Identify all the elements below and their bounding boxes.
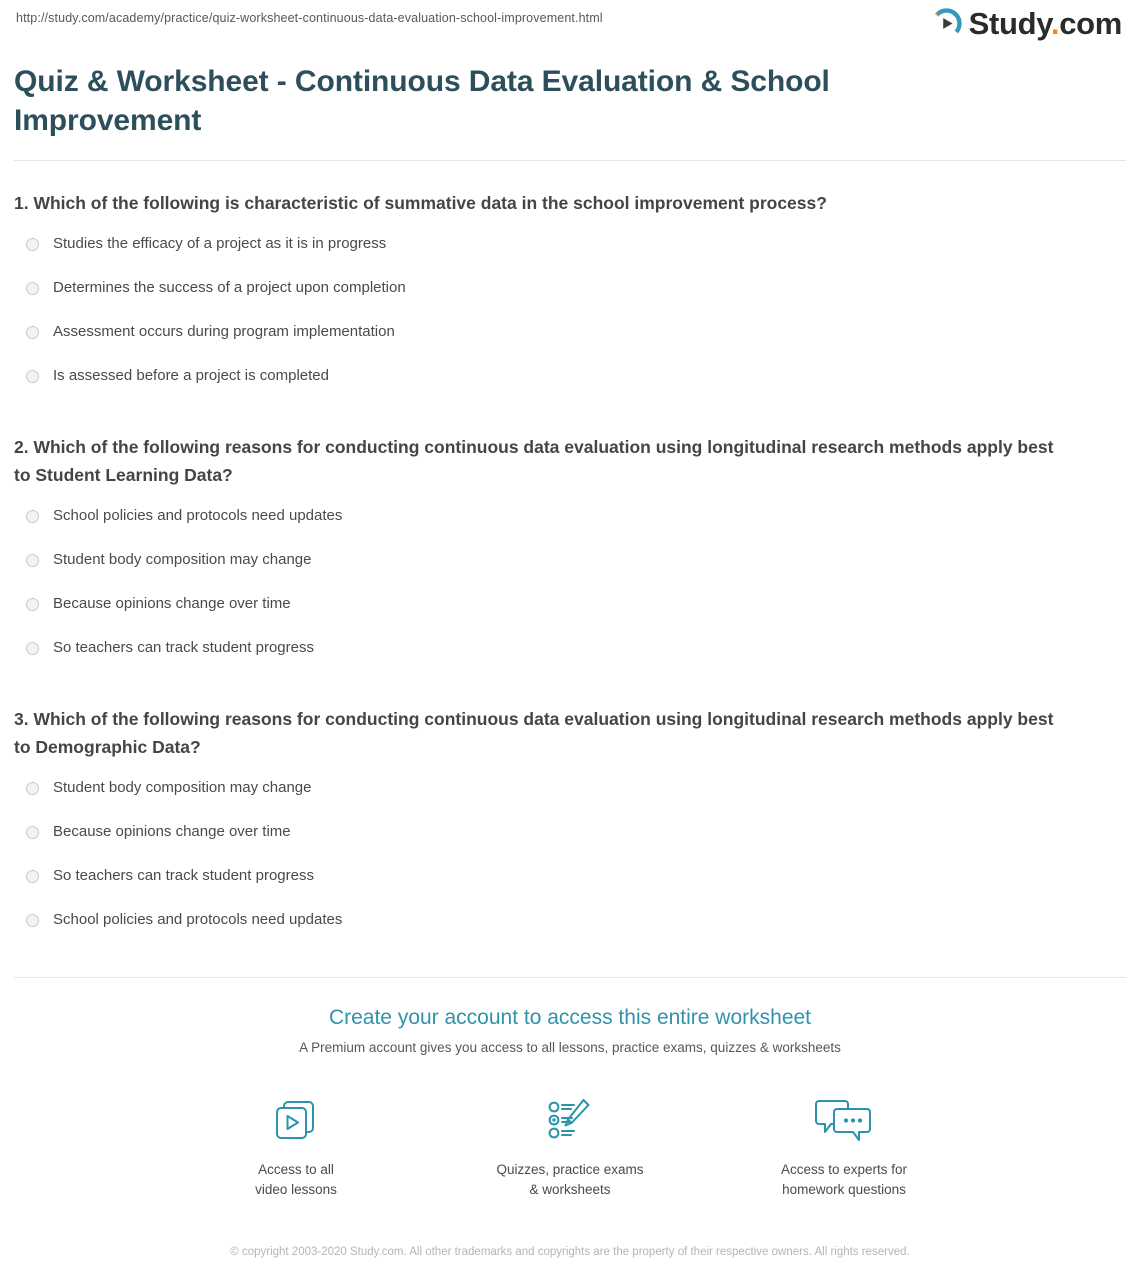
radio-button-icon[interactable] — [26, 370, 39, 383]
chat-bubbles-icon — [760, 1094, 928, 1148]
question-text: 3. Which of the following reasons for conducting continuous data evaluation using longitudinal research methods apply best to Demographic Data? — [14, 709, 1054, 757]
answer-option-label: Studies the efficacy of a project as it is in progress — [53, 235, 387, 252]
feature-label-line2: & worksheets — [529, 1182, 611, 1197]
answer-option-label: School policies and protocols need updates — [53, 911, 343, 928]
copyright-notice: © copyright 2003-2020 Study.com. All other trademarks and copyrights are the property of their respective owners. All rights reserved. — [230, 1246, 910, 1258]
logo-wordmark — [969, 8, 1122, 39]
radio-button-icon[interactable] — [26, 282, 39, 295]
create-account-cta — [0, 978, 1140, 1261]
answer-option[interactable] — [14, 591, 1126, 617]
answer-option-label: Is assessed before a project is completed — [53, 367, 329, 384]
feature-label-line1: Access to experts for — [780, 1162, 908, 1177]
radio-button-icon[interactable] — [26, 870, 39, 883]
question-text: 2. Which of the following reasons for conducting continuous data evaluation using longitudinal research methods apply best to Student Learning Data? — [14, 437, 1054, 485]
study-com-logo[interactable] — [931, 8, 1122, 39]
quiz-pencil-icon — [486, 1094, 654, 1148]
feature-label — [486, 1160, 654, 1200]
play-circle-icon — [931, 8, 962, 39]
page-url: http://study.com/academy/practice/quiz-worksheet-continuous-data-evaluation-school-improvement.html — [16, 11, 603, 25]
radio-button-icon[interactable] — [26, 782, 39, 795]
answer-option-label: Assessment occurs during program implementation — [53, 323, 395, 340]
answer-option-label: So teachers can track student progress — [53, 639, 314, 656]
answer-option-label: Because opinions change over time — [53, 595, 291, 612]
logo-word-tld: com — [1059, 6, 1122, 41]
radio-button-icon[interactable] — [26, 554, 39, 567]
answer-option[interactable] — [14, 503, 1126, 529]
answer-option[interactable] — [14, 547, 1126, 573]
cta-subheading: A Premium account gives you access to all lessons, practice exams, quizzes & worksheets — [299, 1040, 841, 1055]
answer-option[interactable] — [14, 819, 1126, 845]
question-block — [14, 433, 1126, 661]
answer-option[interactable] — [14, 907, 1126, 933]
radio-button-icon[interactable] — [26, 510, 39, 523]
logo-word-dot: . — [1050, 6, 1060, 41]
answer-option[interactable] — [14, 319, 1126, 345]
answer-option-label: Student body composition may change — [53, 779, 312, 796]
answer-options — [14, 231, 1126, 389]
answer-option[interactable] — [14, 775, 1126, 801]
feature-label-line1: Quizzes, practice exams — [496, 1162, 644, 1177]
question-block — [14, 705, 1126, 933]
feature-experts — [760, 1094, 928, 1200]
answer-options — [14, 503, 1126, 661]
premium-features — [0, 1094, 1140, 1200]
feature-label — [760, 1160, 928, 1200]
radio-button-icon[interactable] — [26, 914, 39, 927]
feature-label-line2: video lessons — [255, 1182, 337, 1197]
radio-button-icon[interactable] — [26, 326, 39, 339]
logo-word-main: Study — [968, 6, 1051, 41]
title-section — [0, 56, 1140, 140]
title-divider — [14, 160, 1126, 161]
radio-button-icon[interactable] — [26, 826, 39, 839]
answer-option[interactable] — [14, 363, 1126, 389]
feature-label-line2: homework questions — [782, 1182, 906, 1197]
radio-button-icon[interactable] — [26, 642, 39, 655]
feature-quizzes — [486, 1094, 654, 1200]
answer-option-label: School policies and protocols need updates — [53, 507, 343, 524]
answer-option-label: So teachers can track student progress — [53, 867, 314, 884]
feature-label — [212, 1160, 380, 1200]
feature-label-line1: Access to all — [258, 1162, 334, 1177]
answer-option-label: Determines the success of a project upon completion — [53, 279, 406, 296]
answer-option-label: Student body composition may change — [53, 551, 312, 568]
answer-option[interactable] — [14, 863, 1126, 889]
question-text: 1. Which of the following is characteristic of summative data in the school improvement process? — [14, 193, 827, 213]
answer-options — [14, 775, 1126, 933]
radio-button-icon[interactable] — [26, 598, 39, 611]
page-title: Quiz & Worksheet - Continuous Data Evaluation & School Improvement — [14, 65, 830, 137]
question-block — [14, 189, 1126, 389]
cta-heading[interactable]: Create your account to access this entire worksheet — [328, 1006, 812, 1029]
video-lessons-icon — [212, 1094, 380, 1148]
answer-option[interactable] — [14, 275, 1126, 301]
radio-button-icon[interactable] — [26, 238, 39, 251]
top-bar — [0, 0, 1140, 56]
answer-option[interactable] — [14, 635, 1126, 661]
answer-option[interactable] — [14, 231, 1126, 257]
feature-video-lessons — [212, 1094, 380, 1200]
quiz-questions — [0, 189, 1140, 933]
answer-option-label: Because opinions change over time — [53, 823, 291, 840]
